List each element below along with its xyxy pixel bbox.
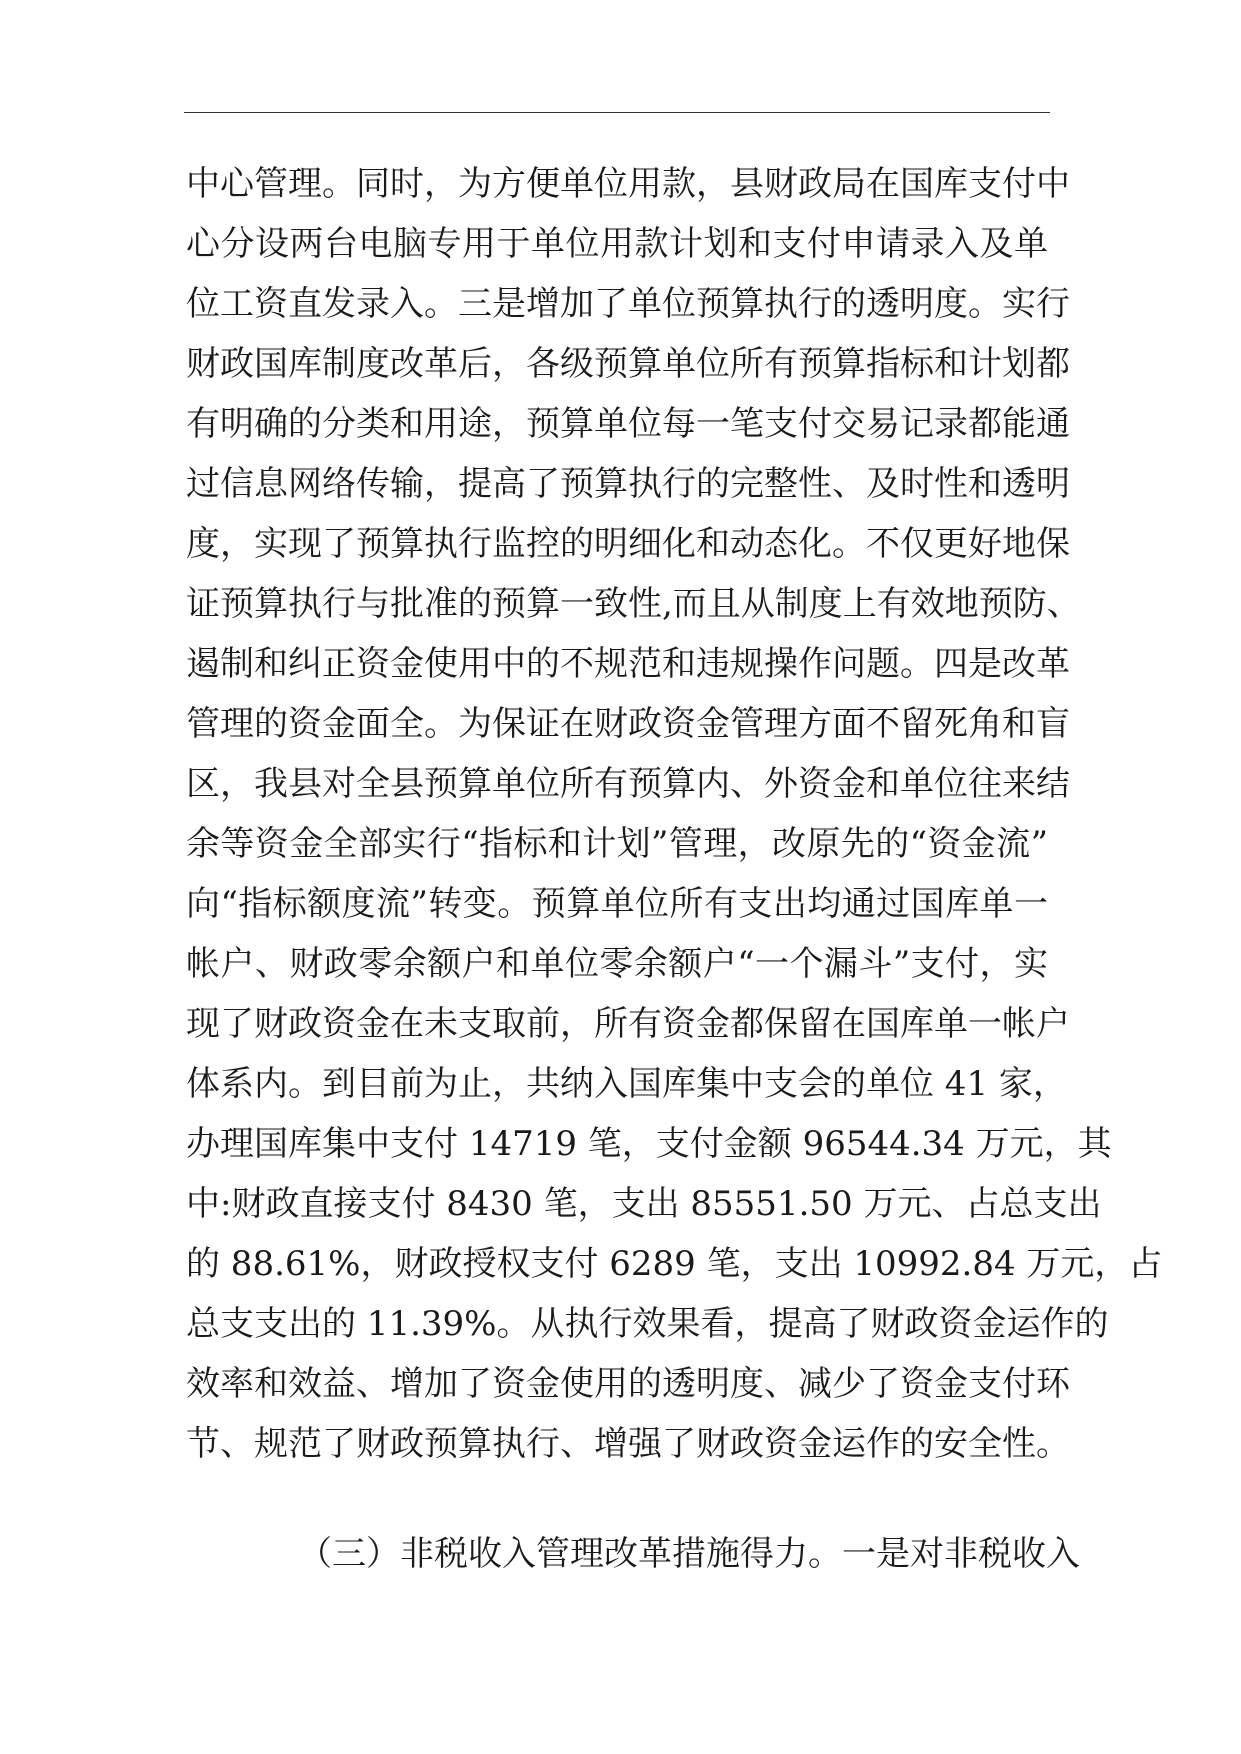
paragraph-line: 向“指标额度流”转变。预算单位所有支出均通过国库单一 [186,884,1048,924]
paragraph-line: 的 88.61%，财政授权支付 6289 笔，支出 10992.84 万元，占 [186,1244,1163,1284]
paragraph-line: 遏制和纠正资金使用中的不规范和违规操作问题。四是改革 [186,644,1070,684]
paragraph-line: 管理的资金面全。为保证在财政资金管理方面不留死角和盲 [186,704,1070,744]
paragraph-line: 区，我县对全县预算单位所有预算内、外资金和单位往来结 [186,764,1070,804]
paragraph-line: 余等资金全部实行“指标和计划”管理，改原先的“资金流” [186,824,1048,864]
paragraph-line: 帐户、财政零余额户和单位零余额户“一个漏斗”支付，实 [186,944,1048,984]
paragraph-line: 度，实现了预算执行监控的明细化和动态化。不仅更好地保 [186,524,1070,564]
paragraph-line: 心分设两台电脑专用于单位用款计划和支付申请录入及单 [186,224,1048,264]
header-rule [184,112,1050,113]
section-heading: （三）非税收入管理改革措施得力。一是对非税收入 [298,1534,1080,1574]
paragraph-line: 节、规范了财政预算执行、增强了财政资金运作的安全性。 [186,1424,1070,1464]
paragraph-line: 过信息网络传输，提高了预算执行的完整性、及时性和透明 [186,464,1070,504]
paragraph-line: 财政国库制度改革后，各级预算单位所有预算指标和计划都 [186,344,1070,384]
paragraph-line: 总支支出的 11.39%。从执行效果看，提高了财政资金运作的 [186,1304,1109,1344]
paragraph-line: 现了财政资金在未支取前，所有资金都保留在国库单一帐户 [186,1004,1070,1044]
paragraph-line: 效率和效益、增加了资金使用的透明度、减少了资金支付环 [186,1364,1070,1404]
paragraph-line: 体系内。到目前为止，共纳入国库集中支会的单位 41 家， [186,1064,1067,1104]
paragraph-line: 位工资直发录入。三是增加了单位预算执行的透明度。实行 [186,284,1070,324]
paragraph-line: 证预算执行与批准的预算一致性,而且从制度上有效地预防、 [186,584,1081,624]
paragraph-line: 中:财政直接支付 8430 笔，支出 85551.50 万元、占总支出 [186,1184,1102,1224]
paragraph-line: 办理国库集中支付 14719 笔，支付金额 96544.34 万元，其 [186,1124,1112,1164]
paragraph-line: 有明确的分类和用途，预算单位每一笔支付交易记录都能通 [186,404,1070,444]
paragraph-line: 中心管理。同时，为方便单位用款，县财政局在国库支付中 [186,164,1070,204]
